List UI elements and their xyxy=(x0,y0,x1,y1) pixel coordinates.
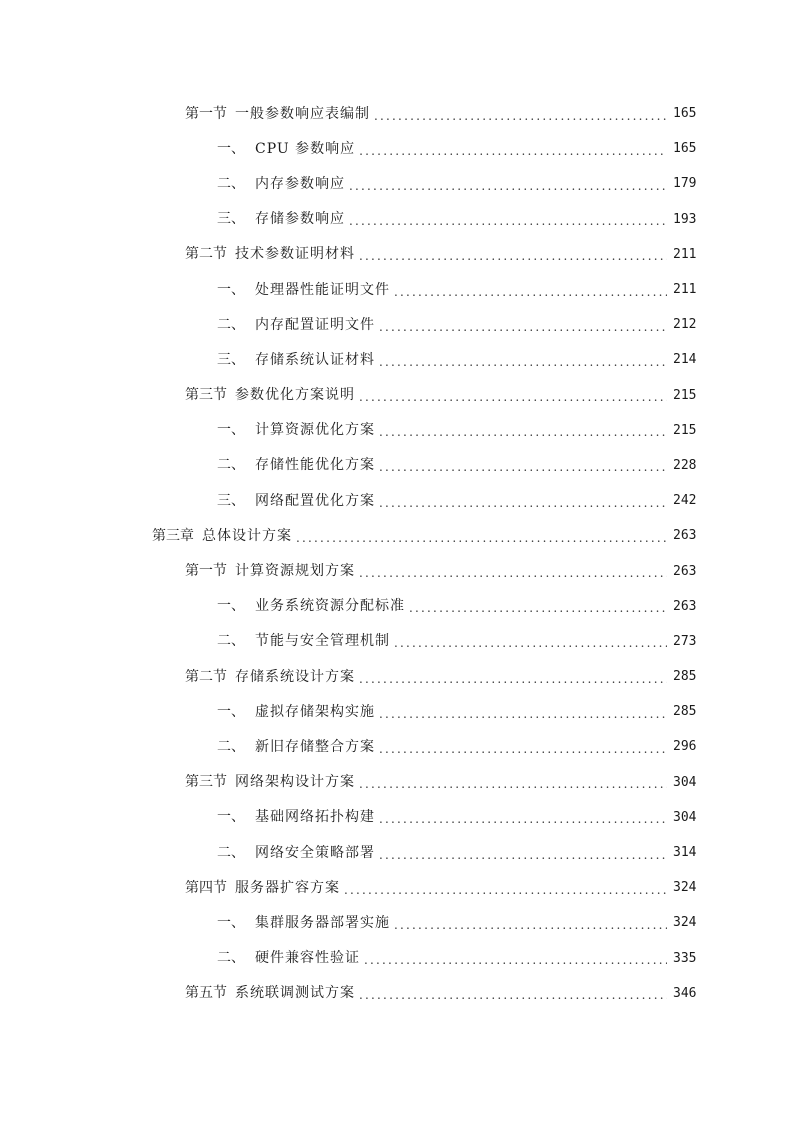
toc-entry-title: 存储系统认证材料 xyxy=(255,351,375,368)
toc-entry-number: 三、 xyxy=(217,492,245,509)
toc-entry-page-number: 215 xyxy=(673,422,697,438)
dot-leader xyxy=(379,497,667,509)
toc-entry[interactable] xyxy=(0,976,793,1011)
dot-leader xyxy=(359,250,667,262)
toc-entry-number: 二、 xyxy=(217,844,245,861)
toc-entry-title: 参数优化方案说明 xyxy=(235,387,355,404)
toc-entry-number: 一、 xyxy=(217,422,245,439)
toc-entry-number: 二、 xyxy=(217,950,245,967)
dot-leader xyxy=(349,180,667,192)
toc-entry-title: 存储参数响应 xyxy=(255,211,345,228)
dot-leader xyxy=(379,356,667,368)
dot-leader xyxy=(359,673,667,685)
toc-entry-title: 内存配置证明文件 xyxy=(255,316,375,333)
toc-entry[interactable] xyxy=(0,905,793,940)
toc-entry-title: 网络安全策略部署 xyxy=(255,844,375,861)
toc-entry[interactable] xyxy=(0,378,793,413)
toc-entry[interactable] xyxy=(0,553,793,588)
toc-entry-page-number: 285 xyxy=(673,669,697,685)
dot-leader xyxy=(359,989,667,1001)
toc-entry[interactable] xyxy=(0,96,793,131)
toc-entry-page-number: 314 xyxy=(673,845,697,861)
toc-entry[interactable] xyxy=(0,342,793,377)
toc-entry-title: 总体设计方案 xyxy=(202,527,292,544)
toc-entry-title: 基础网络拓扑构建 xyxy=(255,809,375,826)
toc-entry[interactable] xyxy=(0,589,793,624)
toc-entry[interactable] xyxy=(0,941,793,976)
toc-entry-number: 第三章 xyxy=(152,527,194,544)
toc-entry-number: 第二节 xyxy=(185,246,227,263)
toc-entry-number: 二、 xyxy=(217,633,245,650)
toc-entry[interactable] xyxy=(0,131,793,166)
toc-entry-number: 第一节 xyxy=(185,563,227,580)
toc-entry[interactable] xyxy=(0,659,793,694)
toc-entry-page-number: 304 xyxy=(673,809,697,825)
toc-entry-title: CPU 参数响应 xyxy=(255,140,356,157)
dot-leader xyxy=(379,708,667,720)
toc-entry-number: 第三节 xyxy=(185,774,227,791)
toc-entry-page-number: 228 xyxy=(673,457,697,473)
toc-entry-page-number: 304 xyxy=(673,774,697,790)
dot-leader xyxy=(359,778,667,790)
dot-leader xyxy=(359,391,667,403)
toc-entry-title: 内存参数响应 xyxy=(255,175,345,192)
toc-entry[interactable] xyxy=(0,448,793,483)
toc-entry-title: 计算资源优化方案 xyxy=(255,422,375,439)
toc-entry-page-number: 296 xyxy=(673,739,697,755)
toc-entry[interactable] xyxy=(0,765,793,800)
toc-entry-title: 计算资源规划方案 xyxy=(235,563,355,580)
dot-leader xyxy=(379,743,667,755)
toc-entry-number: 第四节 xyxy=(185,879,227,896)
toc-entry-number: 一、 xyxy=(217,140,245,157)
toc-entry-title: 集群服务器部署实施 xyxy=(255,914,390,931)
toc-entry[interactable] xyxy=(0,624,793,659)
toc-entry-title: 网络配置优化方案 xyxy=(255,492,375,509)
toc-entry-title: 技术参数证明材料 xyxy=(235,246,355,263)
dot-leader xyxy=(379,461,667,473)
toc-entry-page-number: 335 xyxy=(673,950,697,966)
toc-entry-page-number: 215 xyxy=(673,387,697,403)
toc-entry-page-number: 165 xyxy=(673,141,697,157)
toc-entry[interactable] xyxy=(0,729,793,764)
dot-leader xyxy=(379,813,667,825)
dot-leader xyxy=(394,637,667,649)
toc-entry-number: 二、 xyxy=(217,738,245,755)
toc-entry-page-number: 242 xyxy=(673,493,697,509)
toc-entry-page-number: 324 xyxy=(673,880,697,896)
toc-entry-page-number: 214 xyxy=(673,352,697,368)
dot-leader xyxy=(359,567,667,579)
toc-entry-page-number: 193 xyxy=(673,211,697,227)
toc-entry-number: 三、 xyxy=(217,211,245,228)
toc-entry-number: 一、 xyxy=(217,809,245,826)
toc-entry-number: 一、 xyxy=(217,703,245,720)
dot-leader xyxy=(359,145,667,157)
toc-entry-number: 二、 xyxy=(217,316,245,333)
dot-leader xyxy=(364,954,667,966)
toc-entry-title: 硬件兼容性验证 xyxy=(255,950,360,967)
toc-entry-page-number: 211 xyxy=(673,282,697,298)
toc-entry[interactable] xyxy=(0,166,793,201)
toc-entry-number: 一、 xyxy=(217,598,245,615)
toc-entry-number: 三、 xyxy=(217,351,245,368)
toc-entry-number: 一、 xyxy=(217,914,245,931)
dot-leader xyxy=(379,849,667,861)
toc-entry[interactable] xyxy=(0,202,793,237)
dot-leader xyxy=(349,215,667,227)
toc-entry-number: 一、 xyxy=(217,281,245,298)
toc-entry-page-number: 179 xyxy=(673,176,697,192)
toc-entry[interactable] xyxy=(0,800,793,835)
toc-entry-title: 存储性能优化方案 xyxy=(255,457,375,474)
toc-entry-number: 第一节 xyxy=(185,105,227,122)
dot-leader xyxy=(409,602,667,614)
toc-entry-page-number: 273 xyxy=(673,633,697,649)
dot-leader xyxy=(394,919,667,931)
toc-entry-title: 网络架构设计方案 xyxy=(235,774,355,791)
toc-entry[interactable] xyxy=(0,237,793,272)
toc-entry[interactable] xyxy=(0,694,793,729)
toc-entry-page-number: 263 xyxy=(673,598,697,614)
toc-entry-title: 新旧存储整合方案 xyxy=(255,738,375,755)
toc-entry-page-number: 263 xyxy=(673,563,697,579)
dot-leader xyxy=(344,884,667,896)
toc-entry-title: 虚拟存储架构实施 xyxy=(255,703,375,720)
dot-leader xyxy=(379,321,667,333)
toc-entry[interactable] xyxy=(0,518,793,553)
toc-entry-number: 二、 xyxy=(217,175,245,192)
toc-entry-title: 一般参数响应表编制 xyxy=(235,105,370,122)
toc-entry[interactable] xyxy=(0,413,793,448)
toc-entry-number: 第二节 xyxy=(185,668,227,685)
toc-entry-page-number: 165 xyxy=(673,106,697,122)
toc-entry-page-number: 324 xyxy=(673,915,697,931)
toc-entry-page-number: 285 xyxy=(673,704,697,720)
table-of-contents xyxy=(0,96,793,1011)
toc-entry-title: 服务器扩容方案 xyxy=(235,879,340,896)
toc-entry-number: 第三节 xyxy=(185,387,227,404)
dot-leader xyxy=(394,286,667,298)
toc-entry[interactable] xyxy=(0,835,793,870)
toc-entry[interactable] xyxy=(0,870,793,905)
toc-entry-title: 存储系统设计方案 xyxy=(235,668,355,685)
toc-entry-number: 二、 xyxy=(217,457,245,474)
toc-entry-title: 系统联调测试方案 xyxy=(235,985,355,1002)
toc-entry-page-number: 346 xyxy=(673,985,697,1001)
dot-leader xyxy=(379,426,667,438)
toc-entry[interactable] xyxy=(0,307,793,342)
dot-leader xyxy=(374,110,667,122)
toc-entry-title: 节能与安全管理机制 xyxy=(255,633,390,650)
toc-entry-title: 处理器性能证明文件 xyxy=(255,281,390,298)
dot-leader xyxy=(296,532,667,544)
toc-entry-page-number: 212 xyxy=(673,317,697,333)
toc-entry-page-number: 211 xyxy=(673,246,697,262)
toc-entry-title: 业务系统资源分配标准 xyxy=(255,598,405,615)
toc-entry[interactable] xyxy=(0,272,793,307)
toc-entry-page-number: 263 xyxy=(673,528,697,544)
toc-entry-number: 第五节 xyxy=(185,985,227,1002)
toc-entry[interactable] xyxy=(0,483,793,518)
